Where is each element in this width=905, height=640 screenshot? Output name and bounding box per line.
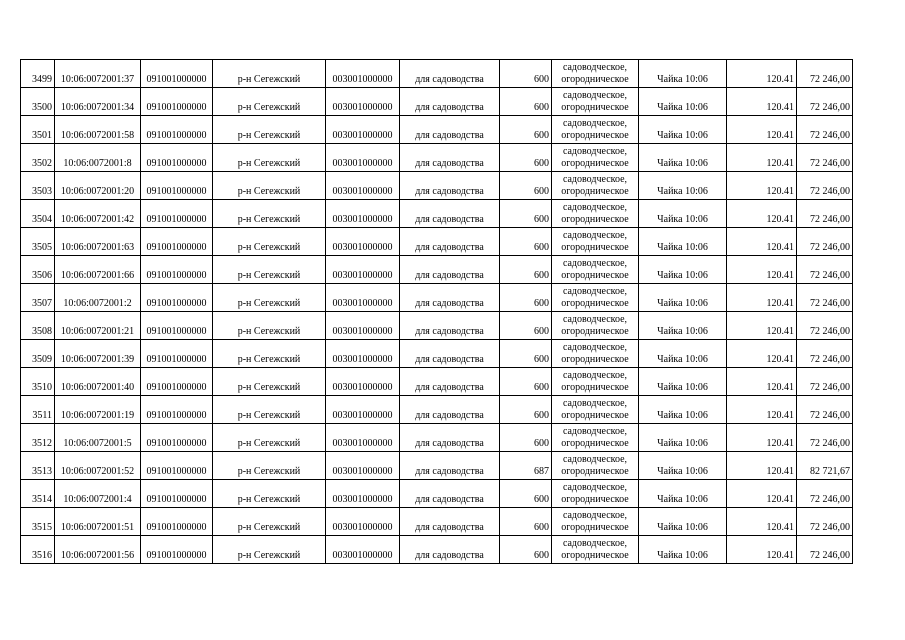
rate-cell: 120.41 [727, 312, 797, 340]
table-body [21, 60, 853, 564]
rate-cell: 120.41 [727, 172, 797, 200]
usage-line-1: садоводческое, [562, 398, 628, 409]
purpose-cell: для садоводства [400, 312, 500, 340]
row-number-cell: 3499 [21, 60, 55, 88]
table-row [21, 508, 853, 536]
location-cell: Чайка 10:06 [639, 396, 727, 424]
cadastral-number-cell: 10:06:0072001:20 [55, 172, 141, 200]
location-cell: Чайка 10:06 [639, 480, 727, 508]
purpose-cell: для садоводства [400, 424, 500, 452]
code-cell: 091001000000 [141, 228, 213, 256]
area-cell: 600 [500, 60, 552, 88]
purpose-cell: для садоводства [400, 340, 500, 368]
area-cell: 600 [500, 144, 552, 172]
usage-cell [552, 144, 639, 172]
purpose-cell: для садоводства [400, 452, 500, 480]
value-cell: 72 246,00 [797, 228, 853, 256]
rate-cell: 120.41 [727, 480, 797, 508]
district-cell: р-н Сегежский [213, 88, 326, 116]
code-2-cell: 003001000000 [326, 284, 400, 312]
table-row [21, 536, 853, 564]
area-cell: 600 [500, 536, 552, 564]
usage-line-1: садоводческое, [562, 62, 628, 73]
cadastral-number-cell: 10:06:0072001:8 [55, 144, 141, 172]
district-cell: р-н Сегежский [213, 228, 326, 256]
area-cell: 600 [500, 88, 552, 116]
code-2-cell: 003001000000 [326, 340, 400, 368]
cadastral-number-cell: 10:06:0072001:58 [55, 116, 141, 144]
rate-cell: 120.41 [727, 256, 797, 284]
row-number-cell: 3514 [21, 480, 55, 508]
table-row [21, 60, 853, 88]
rate-cell: 120.41 [727, 144, 797, 172]
code-2-cell: 003001000000 [326, 228, 400, 256]
usage-line-1: садоводческое, [562, 286, 628, 297]
code-cell: 091001000000 [141, 480, 213, 508]
table-row [21, 228, 853, 256]
row-number-cell: 3510 [21, 368, 55, 396]
value-cell: 72 246,00 [797, 396, 853, 424]
purpose-cell: для садоводства [400, 116, 500, 144]
cadastral-number-cell: 10:06:0072001:51 [55, 508, 141, 536]
value-cell: 72 246,00 [797, 340, 853, 368]
cadastral-number-cell: 10:06:0072001:56 [55, 536, 141, 564]
usage-cell [552, 396, 639, 424]
usage-cell [552, 200, 639, 228]
purpose-cell: для садоводства [400, 480, 500, 508]
cadastral-number-cell: 10:06:0072001:34 [55, 88, 141, 116]
usage-line-2: огородническое [561, 410, 629, 421]
purpose-cell: для садоводства [400, 200, 500, 228]
usage-line-2: огородническое [561, 550, 629, 561]
usage-cell [552, 256, 639, 284]
district-cell: р-н Сегежский [213, 144, 326, 172]
location-cell: Чайка 10:06 [639, 536, 727, 564]
purpose-cell: для садоводства [400, 256, 500, 284]
district-cell: р-н Сегежский [213, 396, 326, 424]
area-cell: 600 [500, 508, 552, 536]
table-row [21, 256, 853, 284]
table-row [21, 144, 853, 172]
code-cell: 091001000000 [141, 452, 213, 480]
area-cell: 600 [500, 424, 552, 452]
area-cell: 600 [500, 256, 552, 284]
cadastral-number-cell: 10:06:0072001:37 [55, 60, 141, 88]
area-cell: 600 [500, 228, 552, 256]
district-cell: р-н Сегежский [213, 368, 326, 396]
row-number-cell: 3509 [21, 340, 55, 368]
rate-cell: 120.41 [727, 508, 797, 536]
purpose-cell: для садоводства [400, 88, 500, 116]
cadastral-number-cell: 10:06:0072001:63 [55, 228, 141, 256]
usage-cell [552, 508, 639, 536]
code-cell: 091001000000 [141, 60, 213, 88]
rate-cell: 120.41 [727, 424, 797, 452]
code-cell: 091001000000 [141, 536, 213, 564]
purpose-cell: для садоводства [400, 172, 500, 200]
purpose-cell: для садоводства [400, 60, 500, 88]
location-cell: Чайка 10:06 [639, 172, 727, 200]
purpose-cell: для садоводства [400, 228, 500, 256]
table-row [21, 312, 853, 340]
code-2-cell: 003001000000 [326, 536, 400, 564]
usage-line-2: огородническое [561, 214, 629, 225]
cadastral-number-cell: 10:06:0072001:21 [55, 312, 141, 340]
code-2-cell: 003001000000 [326, 144, 400, 172]
value-cell: 72 246,00 [797, 480, 853, 508]
usage-line-2: огородническое [561, 382, 629, 393]
code-2-cell: 003001000000 [326, 88, 400, 116]
location-cell: Чайка 10:06 [639, 116, 727, 144]
district-cell: р-н Сегежский [213, 60, 326, 88]
value-cell: 72 246,00 [797, 536, 853, 564]
value-cell: 72 246,00 [797, 312, 853, 340]
location-cell: Чайка 10:06 [639, 256, 727, 284]
usage-cell [552, 60, 639, 88]
usage-cell [552, 340, 639, 368]
value-cell: 72 246,00 [797, 60, 853, 88]
value-cell: 72 246,00 [797, 424, 853, 452]
district-cell: р-н Сегежский [213, 480, 326, 508]
cadastral-number-cell: 10:06:0072001:42 [55, 200, 141, 228]
district-cell: р-н Сегежский [213, 340, 326, 368]
district-cell: р-н Сегежский [213, 172, 326, 200]
location-cell: Чайка 10:06 [639, 368, 727, 396]
code-2-cell: 003001000000 [326, 60, 400, 88]
district-cell: р-н Сегежский [213, 116, 326, 144]
location-cell: Чайка 10:06 [639, 424, 727, 452]
cadastral-number-cell: 10:06:0072001:66 [55, 256, 141, 284]
usage-line-2: огородническое [561, 130, 629, 141]
usage-line-1: садоводческое, [562, 454, 628, 465]
row-number-cell: 3507 [21, 284, 55, 312]
area-cell: 600 [500, 284, 552, 312]
value-cell: 72 246,00 [797, 284, 853, 312]
usage-line-2: огородническое [561, 466, 629, 477]
cadastral-number-cell: 10:06:0072001:52 [55, 452, 141, 480]
usage-cell [552, 228, 639, 256]
rate-cell: 120.41 [727, 536, 797, 564]
area-cell: 600 [500, 312, 552, 340]
usage-cell [552, 452, 639, 480]
location-cell: Чайка 10:06 [639, 88, 727, 116]
purpose-cell: для садоводства [400, 284, 500, 312]
area-cell: 600 [500, 396, 552, 424]
usage-line-1: садоводческое, [562, 538, 628, 549]
code-2-cell: 003001000000 [326, 200, 400, 228]
table-row [21, 368, 853, 396]
cadastral-number-cell: 10:06:0072001:4 [55, 480, 141, 508]
value-cell: 72 246,00 [797, 508, 853, 536]
code-cell: 091001000000 [141, 256, 213, 284]
table-row [21, 424, 853, 452]
cadastral-number-cell: 10:06:0072001:19 [55, 396, 141, 424]
location-cell: Чайка 10:06 [639, 340, 727, 368]
row-number-cell: 3512 [21, 424, 55, 452]
usage-line-2: огородническое [561, 354, 629, 365]
row-number-cell: 3500 [21, 88, 55, 116]
usage-cell [552, 88, 639, 116]
usage-cell [552, 116, 639, 144]
cadastral-number-cell: 10:06:0072001:39 [55, 340, 141, 368]
usage-line-1: садоводческое, [562, 230, 628, 241]
rate-cell: 120.41 [727, 368, 797, 396]
purpose-cell: для садоводства [400, 368, 500, 396]
value-cell: 82 721,67 [797, 452, 853, 480]
code-cell: 091001000000 [141, 396, 213, 424]
usage-line-2: огородническое [561, 74, 629, 85]
area-cell: 687 [500, 452, 552, 480]
table-row [21, 480, 853, 508]
usage-cell [552, 536, 639, 564]
usage-line-2: огородническое [561, 298, 629, 309]
area-cell: 600 [500, 116, 552, 144]
area-cell: 600 [500, 368, 552, 396]
purpose-cell: для садоводства [400, 508, 500, 536]
table-row [21, 284, 853, 312]
usage-line-2: огородническое [561, 494, 629, 505]
code-cell: 091001000000 [141, 340, 213, 368]
usage-line-2: огородническое [561, 270, 629, 281]
code-2-cell: 003001000000 [326, 424, 400, 452]
usage-cell [552, 312, 639, 340]
table-row [21, 396, 853, 424]
district-cell: р-н Сегежский [213, 424, 326, 452]
district-cell: р-н Сегежский [213, 200, 326, 228]
usage-line-1: садоводческое, [562, 118, 628, 129]
code-cell: 091001000000 [141, 116, 213, 144]
code-cell: 091001000000 [141, 88, 213, 116]
rate-cell: 120.41 [727, 200, 797, 228]
usage-line-1: садоводческое, [562, 426, 628, 437]
code-cell: 091001000000 [141, 200, 213, 228]
code-cell: 091001000000 [141, 424, 213, 452]
cadastral-number-cell: 10:06:0072001:2 [55, 284, 141, 312]
district-cell: р-н Сегежский [213, 508, 326, 536]
code-cell: 091001000000 [141, 508, 213, 536]
row-number-cell: 3501 [21, 116, 55, 144]
district-cell: р-н Сегежский [213, 312, 326, 340]
value-cell: 72 246,00 [797, 368, 853, 396]
row-number-cell: 3508 [21, 312, 55, 340]
usage-line-1: садоводческое, [562, 314, 628, 325]
usage-line-1: садоводческое, [562, 342, 628, 353]
usage-line-1: садоводческое, [562, 202, 628, 213]
rate-cell: 120.41 [727, 284, 797, 312]
usage-line-2: огородническое [561, 102, 629, 113]
district-cell: р-н Сегежский [213, 256, 326, 284]
row-number-cell: 3506 [21, 256, 55, 284]
usage-line-2: огородническое [561, 438, 629, 449]
rate-cell: 120.41 [727, 340, 797, 368]
value-cell: 72 246,00 [797, 116, 853, 144]
usage-line-2: огородническое [561, 242, 629, 253]
usage-cell [552, 424, 639, 452]
area-cell: 600 [500, 340, 552, 368]
row-number-cell: 3502 [21, 144, 55, 172]
usage-cell [552, 368, 639, 396]
code-cell: 091001000000 [141, 368, 213, 396]
purpose-cell: для садоводства [400, 144, 500, 172]
location-cell: Чайка 10:06 [639, 452, 727, 480]
area-cell: 600 [500, 172, 552, 200]
table-row [21, 200, 853, 228]
row-number-cell: 3513 [21, 452, 55, 480]
code-2-cell: 003001000000 [326, 172, 400, 200]
area-cell: 600 [500, 200, 552, 228]
code-2-cell: 003001000000 [326, 256, 400, 284]
district-cell: р-н Сегежский [213, 452, 326, 480]
value-cell: 72 246,00 [797, 88, 853, 116]
value-cell: 72 246,00 [797, 172, 853, 200]
location-cell: Чайка 10:06 [639, 144, 727, 172]
usage-line-2: огородническое [561, 186, 629, 197]
usage-line-1: садоводческое, [562, 90, 628, 101]
table-row [21, 172, 853, 200]
usage-cell [552, 172, 639, 200]
usage-cell [552, 284, 639, 312]
rate-cell: 120.41 [727, 452, 797, 480]
cadastral-number-cell: 10:06:0072001:40 [55, 368, 141, 396]
code-2-cell: 003001000000 [326, 312, 400, 340]
rate-cell: 120.41 [727, 60, 797, 88]
code-2-cell: 003001000000 [326, 452, 400, 480]
code-cell: 091001000000 [141, 312, 213, 340]
table-row [21, 88, 853, 116]
code-cell: 091001000000 [141, 172, 213, 200]
usage-line-1: садоводческое, [562, 510, 628, 521]
code-cell: 091001000000 [141, 144, 213, 172]
row-number-cell: 3516 [21, 536, 55, 564]
table-row [21, 116, 853, 144]
usage-line-1: садоводческое, [562, 482, 628, 493]
location-cell: Чайка 10:06 [639, 312, 727, 340]
row-number-cell: 3515 [21, 508, 55, 536]
row-number-cell: 3503 [21, 172, 55, 200]
usage-line-2: огородническое [561, 522, 629, 533]
table-row [21, 452, 853, 480]
code-2-cell: 003001000000 [326, 396, 400, 424]
usage-line-1: садоводческое, [562, 146, 628, 157]
usage-line-1: садоводческое, [562, 174, 628, 185]
usage-line-1: садоводческое, [562, 258, 628, 269]
rate-cell: 120.41 [727, 228, 797, 256]
row-number-cell: 3504 [21, 200, 55, 228]
purpose-cell: для садоводства [400, 396, 500, 424]
code-cell: 091001000000 [141, 284, 213, 312]
location-cell: Чайка 10:06 [639, 508, 727, 536]
purpose-cell: для садоводства [400, 536, 500, 564]
code-2-cell: 003001000000 [326, 116, 400, 144]
rate-cell: 120.41 [727, 396, 797, 424]
location-cell: Чайка 10:06 [639, 284, 727, 312]
row-number-cell: 3511 [21, 396, 55, 424]
usage-line-2: огородническое [561, 158, 629, 169]
code-2-cell: 003001000000 [326, 368, 400, 396]
value-cell: 72 246,00 [797, 200, 853, 228]
cadastral-number-cell: 10:06:0072001:5 [55, 424, 141, 452]
rate-cell: 120.41 [727, 116, 797, 144]
table-row [21, 340, 853, 368]
location-cell: Чайка 10:06 [639, 228, 727, 256]
value-cell: 72 246,00 [797, 144, 853, 172]
usage-line-2: огородническое [561, 326, 629, 337]
code-2-cell: 003001000000 [326, 480, 400, 508]
location-cell: Чайка 10:06 [639, 60, 727, 88]
district-cell: р-н Сегежский [213, 284, 326, 312]
usage-line-1: садоводческое, [562, 370, 628, 381]
code-2-cell: 003001000000 [326, 508, 400, 536]
land-parcel-table [20, 59, 853, 564]
location-cell: Чайка 10:06 [639, 200, 727, 228]
usage-cell [552, 480, 639, 508]
row-number-cell: 3505 [21, 228, 55, 256]
area-cell: 600 [500, 480, 552, 508]
district-cell: р-н Сегежский [213, 536, 326, 564]
value-cell: 72 246,00 [797, 256, 853, 284]
rate-cell: 120.41 [727, 88, 797, 116]
